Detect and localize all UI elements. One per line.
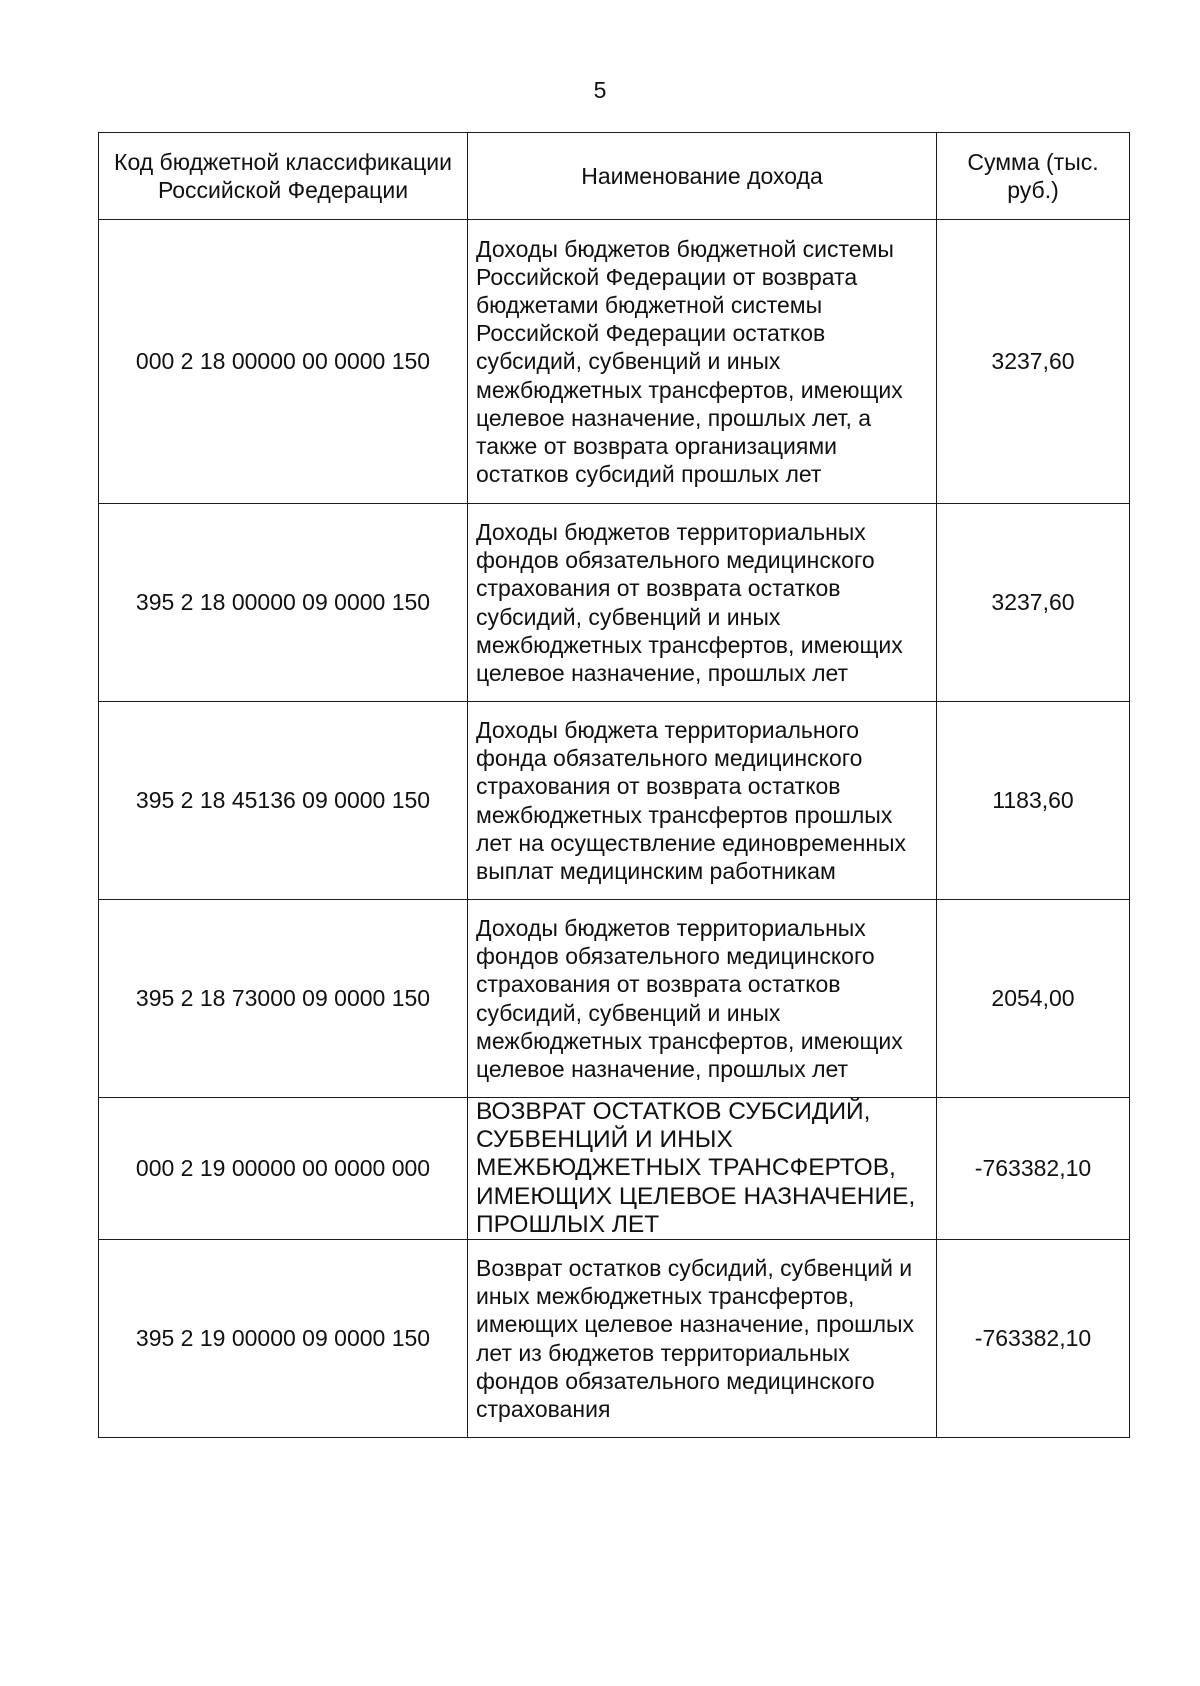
- header-name: Наименование дохода: [468, 133, 937, 220]
- row-name: Доходы бюджетов бюджетной системы Российской Федерации от возврата бюджетами бюджетной системы Российской Федерации остатков субсидий, субвенций и иных межбюджетных трансфертов, имеющих целевое назначение, прошлых лет, а также от возврата организациями остатков субсидий прошлых лет: [468, 220, 937, 504]
- row-code: 395 2 18 73000 09 0000 150: [99, 900, 468, 1098]
- row-amount: -763382,10: [937, 1240, 1130, 1438]
- row-name: Доходы бюджета территориального фонда обязательного медицинского страхования от возврата остатков межбюджетных трансфертов прошлых лет на осуществление единовременных выплат медицинским работникам: [468, 702, 937, 900]
- row-code: 000 2 18 00000 00 0000 150: [99, 220, 468, 504]
- header-amount: Сумма (тыс. руб.): [937, 133, 1130, 220]
- row-code: 000 2 19 00000 00 0000 000: [99, 1098, 468, 1240]
- table-row: [99, 504, 1130, 702]
- row-amount: 3237,60: [937, 220, 1130, 504]
- table-row: [99, 702, 1130, 900]
- row-name: Доходы бюджетов территориальных фондов обязательного медицинского страхования от возврата остатков субсидий, субвенций и иных межбюджетных трансфертов, имеющих целевое назначение, прошлых лет: [468, 504, 937, 702]
- table-row: [99, 900, 1130, 1098]
- table-row: [99, 1098, 1130, 1240]
- header-code: Код бюджетной классификации Российской Федерации: [99, 133, 468, 220]
- revenue-table: [98, 132, 1130, 1438]
- table-row: [99, 220, 1130, 504]
- row-name: Доходы бюджетов территориальных фондов обязательного медицинского страхования от возврата остатков субсидий, субвенций и иных межбюджетных трансфертов, имеющих целевое назначение, прошлых лет: [468, 900, 937, 1098]
- row-amount: 1183,60: [937, 702, 1130, 900]
- row-amount: 3237,60: [937, 504, 1130, 702]
- table-row: [99, 1240, 1130, 1438]
- row-code: 395 2 18 00000 09 0000 150: [99, 504, 468, 702]
- row-name: Возврат остатков субсидий, субвенций и иных межбюджетных трансфертов, имеющих целевое назначение, прошлых лет из бюджетов территориальных фондов обязательного медицинского страхования: [468, 1240, 937, 1438]
- row-code: 395 2 18 45136 09 0000 150: [99, 702, 468, 900]
- row-code: 395 2 19 00000 09 0000 150: [99, 1240, 468, 1438]
- page-number: 5: [593, 77, 607, 103]
- table-header-row: [99, 133, 1130, 220]
- row-amount: 2054,00: [937, 900, 1130, 1098]
- row-name: ВОЗВРАТ ОСТАТКОВ СУБСИДИЙ, СУБВЕНЦИЙ И ИНЫХ МЕЖБЮДЖЕТНЫХ ТРАНСФЕРТОВ, ИМЕЮЩИХ ЦЕЛЕВОЕ НАЗНАЧЕНИЕ, ПРОШЛЫХ ЛЕТ: [468, 1098, 937, 1240]
- row-amount: -763382,10: [937, 1098, 1130, 1240]
